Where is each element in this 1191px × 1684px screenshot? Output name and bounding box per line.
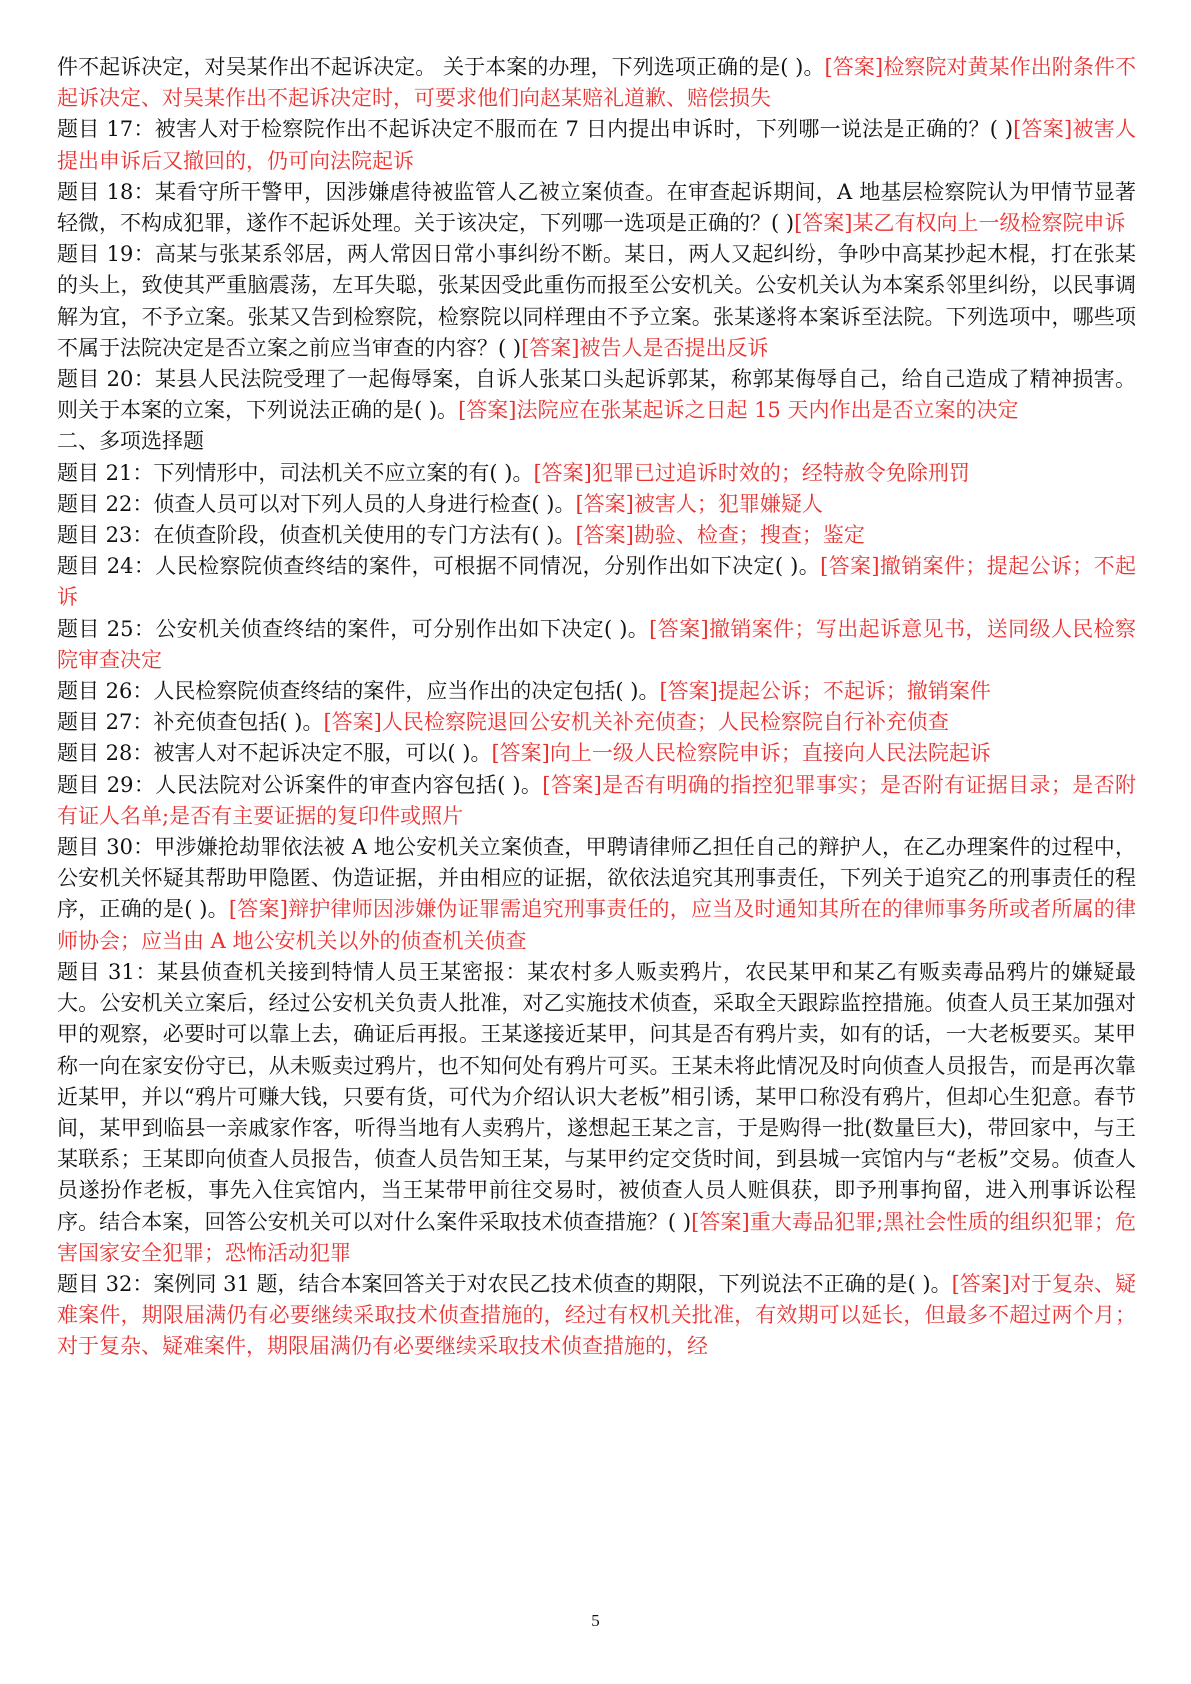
answer-text: [答案]被告人是否提出反诉 <box>521 335 769 360</box>
question-item <box>57 1269 1136 1363</box>
question-text: 题目 31：某县侦查机关接到特情人员王某密报：某农村多人贩卖鸦片，农民某甲和某乙有贩卖毒品鸦片的嫌疑最大。公安机关立案后，经过公安机关负责人批准，对乙实施技术侦查，采取全天跟踪监控措施。侦查人员王某加强对甲的观察，必要时可以靠上去，确证后再报。王某遂接近某甲，问其是否有鸦片卖，如有的话，一大老板要买。某甲称一向在家安份守已，从未贩卖过鸦片，也不知何处有鸦片可买。王某未将此情况及时向侦查人员报告，而是再次靠近某甲，并以“鸦片可赚大钱，只要有货，可代为介绍认识大老板”相引诱，某甲口称没有鸦片，但却心生犯意。春节间，某甲到临县一亲戚家作客，听得当地有人卖鸦片，遂想起王某之言，于是购得一批(数量巨大)，带回家中，与王某联系；王某即向侦查人员报告，侦查人员告知王某，与某甲约定交货时间，到县城一宾馆内与“老板”交易。侦查人员遂扮作老板，事先入住宾馆内，当王某带甲前往交易时，被侦查人员人赃俱获，即予刑事拘留，进入刑事诉讼程序。结合本案，回答公安机关可以对什么案件采取技术侦查措施？( ) <box>57 959 1136 1234</box>
question-text: 题目 28：被害人对不起诉决定不服，可以( )。 <box>57 741 492 766</box>
question-text: 题目 32：案例同 31 题，结合本案回答关于对农民乙技术侦查的期限，下列说法不正确的是( )。 <box>57 1271 952 1296</box>
question-text: 题目 27：补充侦查包括( )。 <box>57 710 324 735</box>
answer-text: [答案]法院应在张某起诉之日起 15 天内作出是否立案的决定 <box>458 398 1019 423</box>
question-list-1 <box>57 52 1136 426</box>
answer-text: [答案]被害人提出申诉后又撤回的，仍可向法院起诉 <box>57 117 1136 173</box>
question-text: 题目 30：甲涉嫌抢劫罪依法被 A 地公安机关立案侦查，甲聘请律师乙担任自己的辩护人，在乙办理案件的过程中，公安机关怀疑其帮助甲隐匿、伪造证据，并由相应的证据，欲依法追究其刑事责任，下列关于追究乙的刑事责任的程序，正确的是( )。 <box>57 835 1136 922</box>
question-text: 题目 17：被害人对于检察院作出不起诉决定不服而在 7 日内提出申诉时，下列哪一说法是正确的？( ) <box>57 117 1014 142</box>
answer-text: [答案]是否有明确的指控犯罪事实；是否附有证据目录；是否附有证人名单;是否有主要证据的复印件或照片 <box>57 772 1136 828</box>
question-item <box>57 770 1136 832</box>
answer-text: [答案]被害人；犯罪嫌疑人 <box>575 491 823 516</box>
section-heading: 二、多项选择题 <box>57 429 204 454</box>
question-text: 题目 21：下列情形中，司法机关不应立案的有( )。 <box>57 460 534 485</box>
answer-text: [答案]撤销案件；提起公诉；不起诉 <box>57 554 1136 610</box>
question-item <box>57 489 1136 520</box>
answer-text: [答案]检察院对黄某作出附条件不起诉决定、对吴某作出不起诉决定时，可要求他们向赵某赔礼道歉、赔偿损失 <box>57 55 1136 111</box>
answer-text: [答案]提起公诉；不起诉；撤销案件 <box>659 679 991 704</box>
answer-text: [答案]人民检察院退回公安机关补充侦查；人民检察院自行补充侦查 <box>323 710 949 735</box>
question-text: 件不起诉决定，对吴某作出不起诉决定。 关于本案的办理，下列选项正确的是( )。 <box>57 55 825 79</box>
question-text: 题目 29：人民法院对公诉案件的审查内容包括( )。 <box>57 772 543 797</box>
answer-text: [答案]撤销案件；写出起诉意见书，送同级人民检察院审查决定 <box>57 616 1136 672</box>
question-item <box>57 458 1136 489</box>
question-item <box>57 676 1136 707</box>
answer-text: [答案]对于复杂、疑难案件，期限届满仍有必要继续采取技术侦查措施的，经过有权机关批准，有效期可以延长，但最多不超过两个月；对于复杂、疑难案件，期限届满仍有必要继续采取技术侦查措施的，经 <box>57 1271 1136 1359</box>
page-number: 5 <box>591 1611 600 1630</box>
answer-text: [答案]犯罪已过追诉时效的；经特赦令免除刑罚 <box>533 460 970 485</box>
answer-text: [答案]重大毒品犯罪;黑社会性质的组织犯罪；危害国家安全犯罪；恐怖活动犯罪 <box>57 1209 1136 1265</box>
question-text: 题目 18：某看守所干警甲，因涉嫌虐待被监管人乙被立案侦查。在审查起诉期间，A 地基层检察院认为甲情节显著轻微，不构成犯罪，遂作不起诉处理。关于该决定，下列哪一选项是正确的？( ) <box>57 179 1136 236</box>
question-item <box>57 957 1136 1269</box>
answer-text: [答案]勘验、检查；搜查；鉴定 <box>575 523 865 548</box>
question-text: 题目 26：人民检察院侦查终结的案件，应当作出的决定包括( )。 <box>57 679 660 704</box>
question-item <box>57 738 1136 769</box>
question-text: 题目 24：人民检察院侦查终结的案件，可根据不同情况，分别作出如下决定( )。 <box>57 554 821 579</box>
question-item <box>57 551 1136 613</box>
question-text: 题目 25：公安机关侦查终结的案件，可分别作出如下决定( )。 <box>57 616 650 641</box>
question-item <box>57 832 1136 957</box>
question-item <box>57 177 1136 239</box>
question-item <box>57 239 1136 364</box>
question-item <box>57 520 1136 551</box>
question-item <box>57 364 1136 426</box>
question-item <box>57 114 1136 176</box>
question-item <box>57 707 1136 738</box>
question-text: 题目 23：在侦查阶段，侦查机关使用的专门方法有( )。 <box>57 523 576 548</box>
question-text: 题目 19：高某与张某系邻居，两人常因日常小事纠纷不断。某日，两人又起纠纷，争吵中高某抄起木棍，打在张某的头上，致使其严重脑震荡，左耳失聪，张某因受此重伤而报至公安机关。公安机关认为本案系邻里纠纷，以民事调解为宜，不予立案。张某又告到检察院，检察院以同样理由不予立案。张某遂将本案诉至法院。下列选项中，哪些项不属于法院决定是否立案之前应当审查的内容？( ) <box>57 242 1136 360</box>
question-item <box>57 614 1136 676</box>
question-list-2 <box>57 458 1136 1363</box>
answer-text: [答案]某乙有权向上一级检察院申诉 <box>794 211 1126 236</box>
answer-text: [答案]向上一级人民检察院申诉；直接向人民法院起诉 <box>491 741 991 766</box>
question-item <box>57 52 1136 114</box>
question-text: 题目 20：某县人民法院受理了一起侮辱案，自诉人张某口头起诉郭某，称郭某侮辱自己，给自己造成了精神损害。则关于本案的立案，下列说法正确的是( )。 <box>57 367 1136 423</box>
answer-text: [答案]辩护律师因涉嫌伪证罪需追究刑事责任的，应当及时通知其所在的律师事务所或者所属的律师协会；应当由 A 地公安机关以外的侦查机关侦查 <box>57 897 1136 953</box>
question-text: 题目 22：侦查人员可以对下列人员的人身进行检查( )。 <box>57 491 576 516</box>
